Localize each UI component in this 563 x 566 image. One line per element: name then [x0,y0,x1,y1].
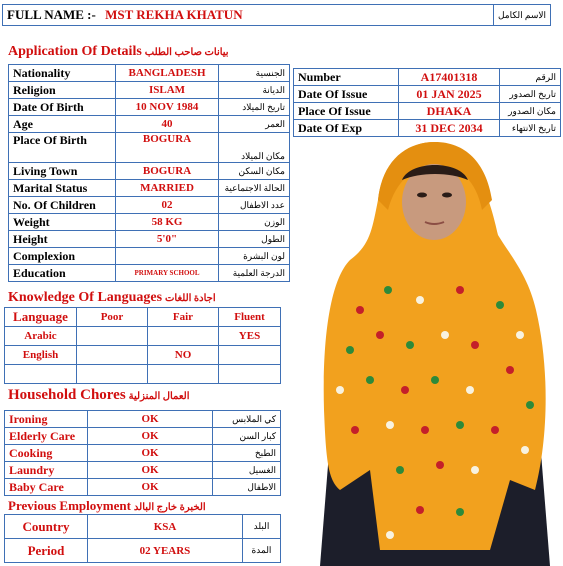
chores-title [8,387,189,404]
lang-arabic-poor [77,327,148,346]
lang-header-fair: Fair [148,308,219,327]
height-value: 5'0" [116,231,219,248]
age-ar: العمر [219,116,290,133]
elderly-care-label: Elderly Care [5,428,88,445]
employment-title [8,498,206,514]
marital-status-value: MARRIED [116,180,219,197]
issue-date-value: 01 JAN 2025 [399,86,500,103]
lang-english-name: English [5,346,77,365]
lang-header-language: Language [5,308,77,327]
passport-number-label: Number [294,69,399,86]
laundry-ar: الغسيل [213,462,281,479]
period-value: 02 YEARS [88,539,243,563]
full-name-cell [3,5,494,26]
languages-table [4,307,281,384]
chores-title-ar: العمال المنزلية [128,391,190,402]
lang-arabic-fluent: YES [219,327,281,346]
lang-empty-cell [219,365,281,384]
period-label: Period [5,539,88,563]
religion-label: Religion [9,82,116,99]
education-label: Education [9,265,116,282]
height-label: Height [9,231,116,248]
cooking-value: OK [88,445,213,462]
weight-value: 58 KG [116,214,219,231]
lang-english-fair: NO [148,346,219,365]
children-label: No. Of Children [9,197,116,214]
ironing-value: OK [88,411,213,428]
full-name-row [2,4,551,26]
complexion-value [116,248,219,265]
cooking-label: Cooking [5,445,88,462]
languages-title [8,290,216,306]
complexion-ar: لون البشرة [219,248,290,265]
languages-title-ar: اجادة اللغات [165,293,216,304]
age-value: 40 [116,116,219,133]
lang-empty-cell [148,365,219,384]
living-town-ar: مكان السكن [219,163,290,180]
education-ar: الدرجة العلمية [219,265,290,282]
children-ar: عدد الاطفال [219,197,290,214]
marital-status-label: Marital Status [9,180,116,197]
country-ar: البلد [243,515,281,539]
lang-arabic-fair [148,327,219,346]
living-town-label: Living Town [9,163,116,180]
exp-date-label: Date Of Exp [294,120,399,137]
employment-title-ar: الخبرة خارج البالد [133,502,206,513]
nationality-value: BANGLADESH [116,65,219,82]
passport-number-ar: الرقم [500,69,561,86]
children-value: 02 [116,197,219,214]
languages-title-en: Knowledge Of Languages [8,290,163,305]
baby-care-ar: الاطفال [213,479,281,496]
lang-empty-cell [77,365,148,384]
country-value: KSA [88,515,243,539]
issue-date-ar: تاريخ الصدور [500,86,561,103]
laundry-label: Laundry [5,462,88,479]
religion-ar: الديانة [219,82,290,99]
application-details-title-en: Application Of Details [8,44,142,59]
application-details-title-ar: بيانات صاحب الطلب [144,47,229,58]
issue-place-value: DHAKA [399,103,500,120]
passport-number-value: A17401318 [399,69,500,86]
pob-value: BOGURA [116,133,219,163]
age-label: Age [9,116,116,133]
complexion-label: Complexion [9,248,116,265]
elderly-care-value: OK [88,428,213,445]
passport-table [293,68,561,137]
application-details-table [8,64,290,282]
ironing-label: Ironing [5,411,88,428]
lang-empty-cell [5,365,77,384]
ironing-ar: كي الملابس [213,411,281,428]
height-ar: الطول [219,231,290,248]
living-town-value: BOGURA [116,163,219,180]
baby-care-label: Baby Care [5,479,88,496]
laundry-value: OK [88,462,213,479]
lang-arabic-name: Arabic [5,327,77,346]
exp-date-value: 31 DEC 2034 [399,120,500,137]
lang-header-fluent: Fluent [219,308,281,327]
issue-place-label: Place Of Issue [294,103,399,120]
period-ar: المدة [243,539,281,563]
full-name-value: MST REKHA KHATUN [105,7,243,22]
education-value: PRIMARY SCHOOL [116,265,219,282]
full-name-ar: الاسم الكامل [493,5,550,26]
lang-english-poor [77,346,148,365]
weight-label: Weight [9,214,116,231]
application-details-title [8,44,229,60]
baby-care-value: OK [88,479,213,496]
employment-table [4,514,281,563]
pob-ar: مكان الميلاد [219,133,290,163]
religion-value: ISLAM [116,82,219,99]
elderly-care-ar: كبار السن [213,428,281,445]
pob-label: Place Of Birth [9,133,116,163]
lang-header-poor: Poor [77,308,148,327]
applicant-photo [310,140,560,566]
chores-table [4,410,281,496]
employment-title-en: Previous Employment [8,498,131,513]
cooking-ar: الطبخ [213,445,281,462]
chores-title-en: Household Chores [8,387,126,403]
country-label: Country [5,515,88,539]
full-name-label: FULL NAME :- [7,7,96,22]
issue-date-label: Date Of Issue [294,86,399,103]
weight-ar: الوزن [219,214,290,231]
marital-status-ar: الحالة الاجتماعية [219,180,290,197]
exp-date-ar: تاريخ الانتهاء [500,120,561,137]
dob-value: 10 NOV 1984 [116,99,219,116]
nationality-ar: الجنسية [219,65,290,82]
issue-place-ar: مكان الصدور [500,103,561,120]
lang-english-fluent [219,346,281,365]
dob-label: Date Of Birth [9,99,116,116]
dob-ar: تاريخ الميلاد [219,99,290,116]
nationality-label: Nationality [9,65,116,82]
